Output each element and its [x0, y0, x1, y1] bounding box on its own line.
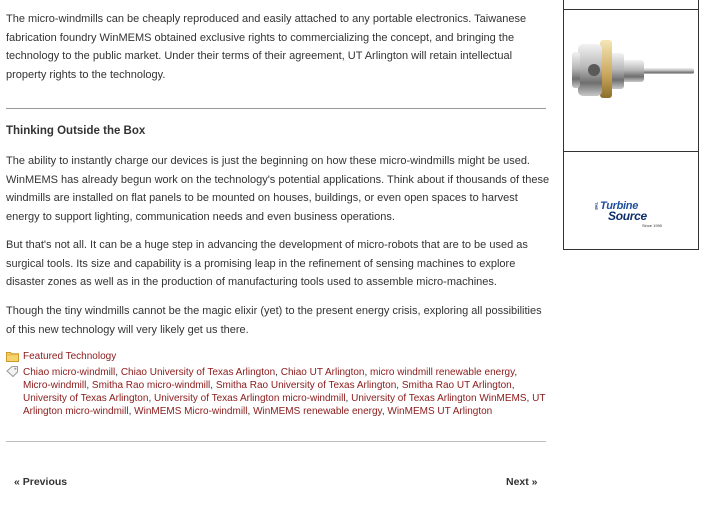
section-heading: Thinking Outside the Box: [6, 125, 146, 137]
ad-product[interactable]: [564, 10, 698, 152]
tag-link[interactable]: University of Texas Arlington: [23, 393, 149, 404]
turbine-cartridge-image: [564, 10, 698, 151]
post-tags: [6, 366, 546, 418]
tag-separator: ,: [247, 406, 254, 417]
tag-link[interactable]: Smitha Rao UT Arlington: [401, 380, 512, 391]
ad-turbine-source[interactable]: [564, 152, 698, 249]
tag-separator: ,: [128, 406, 135, 417]
tag-link[interactable]: WinMEMS renewable energy: [253, 406, 382, 417]
tag-link[interactable]: WinMEMS Micro-windmill: [134, 406, 248, 417]
tag-link[interactable]: UT Arlington micro-windmill: [23, 393, 546, 417]
divider: [6, 441, 546, 442]
tag-link[interactable]: University of Texas Arlington micro-windmill: [154, 393, 346, 404]
tag-list: [23, 366, 546, 418]
article-paragraph: But that's not all. It can be a huge step in advancing the development of micro-robots that are to be used as surgical tools. Its size and capability is a promising leap in the refinement of sensing machines to explore disaster zones as well as in the production of manufacturing tools used to assemble micro-machines.: [6, 239, 528, 289]
divider: [6, 108, 546, 109]
logo-line2: Source: [608, 209, 647, 223]
tag-separator: ,: [275, 367, 281, 378]
ad-slot-top: [564, 0, 698, 10]
tag-link[interactable]: Chiao UT Arlington: [280, 367, 365, 378]
previous-post-link[interactable]: « Previous: [14, 476, 68, 488]
logo-line1: Turbine: [600, 200, 639, 212]
tag-link[interactable]: Micro-windmill: [23, 380, 87, 391]
sidebar-ads: [563, 0, 699, 250]
logo-since: Since 1990: [642, 223, 663, 228]
tag-separator: ,: [381, 406, 388, 417]
post-category: [6, 350, 546, 363]
logo-vertical-text: THE: [594, 202, 599, 210]
tag-link[interactable]: micro windmill renewable energy: [370, 367, 515, 378]
tag-separator: ,: [364, 367, 371, 378]
article-paragraph: Though the tiny windmills cannot be the magic elixir (yet) to the present energy crisis, exploring all possibilities of this new technology will very likely get us there.: [6, 305, 542, 336]
turbine-source-logo: [594, 200, 668, 230]
tag-link[interactable]: Chiao micro-windmill: [23, 367, 116, 378]
tag-separator: ,: [86, 380, 92, 391]
tag-separator: ,: [148, 393, 154, 404]
tag-icon: [6, 366, 19, 378]
tag-link[interactable]: Chiao University of Texas Arlington: [120, 367, 276, 378]
tag-link[interactable]: Smitha Rao University of Texas Arlington: [215, 380, 397, 391]
tag-separator: ,: [396, 380, 402, 391]
tag-link[interactable]: WinMEMS UT Arlington: [387, 406, 493, 417]
tag-separator: ,: [514, 367, 518, 378]
article-paragraph: The ability to instantly charge our devices is just the beginning on how these micro-windmills might be used. WinMEMS has already begun work on the technology's potential applications. Think about if thousands of these windmills are installed on flat panels to be mounted on houses, buildings, or even open spaces to harvest energy to support lighting, communication needs and even business operations.: [6, 155, 550, 224]
category-link[interactable]: Featured Technology: [23, 351, 117, 362]
tag-link[interactable]: University of Texas Arlington WinMEMS: [351, 393, 527, 404]
tag-separator: ,: [115, 367, 121, 378]
next-post-link[interactable]: Next »: [506, 476, 538, 488]
tag-link[interactable]: Smitha Rao micro-windmill: [91, 380, 211, 391]
article-paragraph: The micro-windmills can be cheaply reproduced and easily attached to any portable electronics. Taiwanese fabrication foundry WinMEMS obtained exclusive rights to commercializing the concept, and bringing the technology to the public market. Under their terms of their agreement, UT Arlington will retain intellectual property rights to the technology.: [6, 13, 527, 82]
tag-separator: ,: [345, 393, 352, 404]
tag-separator: ,: [511, 380, 515, 391]
tag-separator: ,: [526, 393, 533, 404]
tag-separator: ,: [210, 380, 216, 391]
folder-icon: [6, 350, 19, 362]
